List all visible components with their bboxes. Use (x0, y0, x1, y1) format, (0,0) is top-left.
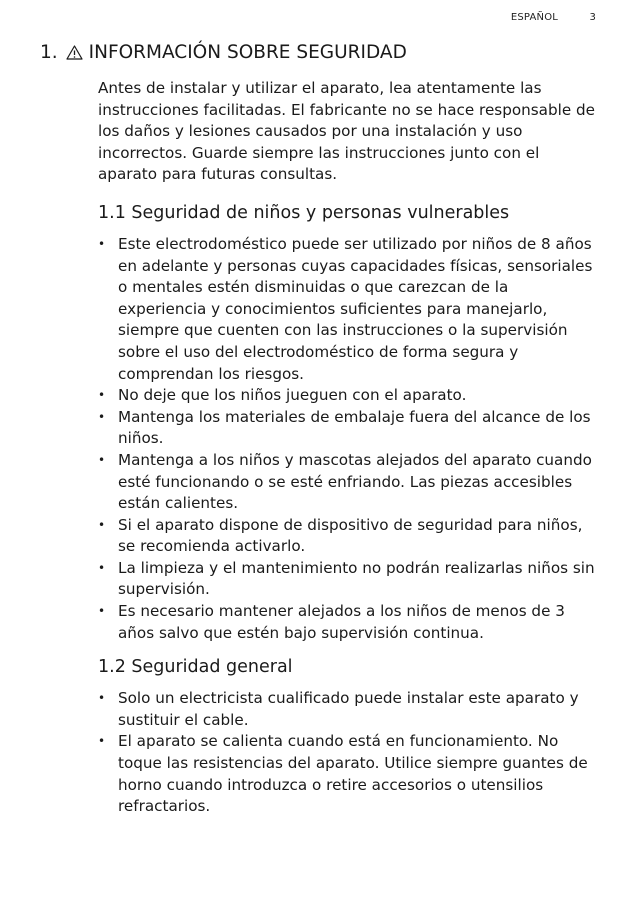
list-item: • Solo un electricista cualificado puede instalar este aparato y sustituir el cable. (98, 689, 579, 729)
list-item: • Mantenga los materiales de embalaje fuera del alcance de los niños. (98, 407, 591, 448)
list-item: • La limpieza y el mantenimiento no podrán realizarlas niños sin supervisión. (98, 558, 595, 599)
subsection-title: 1.2 Seguridad general (98, 657, 293, 678)
bullet-list (98, 234, 598, 644)
section-heading (40, 42, 407, 63)
page-header (511, 12, 596, 23)
page-number: 3 (589, 12, 596, 23)
list-item: • No deje que los niños jueguen con el aparato. (98, 386, 467, 405)
section-title: INFORMACIÓN SOBRE SEGURIDAD (88, 42, 407, 63)
section-number: 1. (40, 42, 58, 63)
list-item: • Este electrodoméstico puede ser utilizado por niños de 8 años en adelante y personas cuyas capacidades físicas, sensoriales o mentales estén disminuidas o que carezcan de la experiencia y conocimientos suficientes para manejarlo, siempre que cuenten con las instrucciones o la supervisión sobre el uso del electrodoméstico de forma segura y comprendan los riesgos. (98, 234, 593, 383)
list-item: • Mantenga a los niños y mascotas alejados del aparato cuando esté funcionando o se esté enfriando. Las piezas accesibles están calientes. (98, 450, 592, 513)
subsection-title: 1.1 Seguridad de niños y personas vulnerables (98, 202, 510, 223)
list-item: • Si el aparato dispone de dispositivo de seguridad para niños, se recomienda activarlo. (98, 515, 583, 556)
content (98, 78, 598, 830)
list-item: • El aparato se calienta cuando está en funcionamiento. No toque las resistencias del aparato. Utilice siempre guantes de horno cuando introduzca o retire accesorios o utensilios refractarios. (98, 732, 588, 816)
language-label: ESPAÑOL (510, 12, 559, 23)
list-item: • Es necesario mantener alejados a los niños de menos de 3 años salvo que estén bajo supervisión continua. (98, 602, 565, 642)
warning-triangle-icon (66, 45, 83, 60)
intro-paragraph: Antes de instalar y utilizar el aparato, lea atentamente las instrucciones facilitadas. El fabricante no se hace responsable de los daños y lesiones causados por una instalación y uso incorrectos. Guarde siempre las instrucciones junto con el aparato para futuras consultas. (98, 79, 595, 184)
bullet-list (98, 688, 598, 818)
